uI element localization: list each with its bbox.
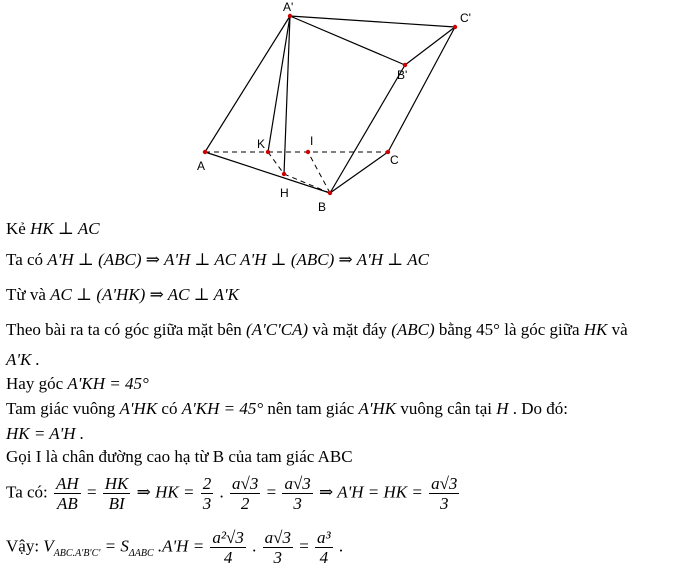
fraction-a3cube-4: $\frac{\text{a³}}{4}$ — [317, 528, 331, 567]
point-K — [266, 150, 270, 154]
hidden-segment-K-H — [268, 152, 284, 174]
line-HK-eq-AH: HK = A'H . — [6, 424, 85, 443]
edge-B-C — [330, 152, 388, 193]
edge-A-Aprime — [205, 16, 290, 152]
line-tu-va: Từ và AC ⊥ (A'HK) ⇒ AC ⊥ A'K — [6, 285, 240, 304]
fraction-a2r3-4: $\frac{\text{a²√3}}{4}$ — [212, 528, 244, 567]
line-goc-giua: Theo bài ra ta có góc giữa mặt bên (A'C'CA) và mặt đáy (ABC) bằng 45° là góc giữa HK và — [6, 320, 628, 339]
point-I — [306, 150, 310, 154]
label-H: H — [280, 186, 289, 200]
label-Aprime: A' — [283, 0, 294, 14]
label-Cprime: C' — [460, 11, 471, 25]
segment-Aprime-H — [284, 16, 290, 174]
point-Bprime — [403, 63, 407, 67]
label-B: B — [318, 200, 327, 214]
line-vay-volume: Vậy: $V_{ABC.A'B'C'} = S_{\Delta ABC}$ .A'H = $\frac{\text{a²√3}}{4}$ . $\frac{a√3}{3}$ = $\frac{\text{a³}}{4}$ . — [6, 528, 344, 567]
point-H — [282, 172, 286, 176]
label-I: I — [310, 134, 314, 148]
point-A — [203, 150, 207, 154]
label-C: C — [390, 153, 399, 167]
fraction-2-3: $\frac{2}{3}$ — [202, 474, 212, 513]
segment-Aprime-K — [268, 16, 290, 152]
label-A: A — [197, 159, 206, 173]
edge-Aprime-Cprime — [290, 16, 455, 27]
edge-Aprime-Bprime — [290, 16, 405, 65]
edge-Bprime-B — [330, 65, 408, 193]
point-B — [328, 191, 332, 195]
line-ta-co-fraction: Ta có: $\frac{AH}{AB}$ = $\frac{HK}{BI}$ ⇒ HK = $\frac{2}{3}$ . $\frac{a√3}{2}$ = $\frac{a√3}{3}$ ⇒ A'H = HK = $\frac{a√3}{3}$ — [6, 474, 458, 513]
point-Cprime — [453, 25, 457, 29]
line-draw-HK: Kẻ HK ⊥ AC — [6, 219, 100, 238]
edge-Cprime-C — [388, 27, 455, 152]
label-K: K — [257, 137, 266, 151]
prism-figure — [0, 0, 689, 215]
fraction-HK-BI: $\frac{HK}{BI}$ — [104, 474, 129, 513]
line-goi-I: Gọi I là chân đường cao hạ từ B của tam giác ABC — [6, 447, 353, 466]
line-tam-giac-vuong: Tam giác vuông A'HK có A'KH = 45° nên tam giác A'HK vuông cân tại H . Do đó: — [6, 399, 568, 418]
fraction-a3-2: $\frac{a√3}{2}$ — [232, 474, 259, 513]
line-ta-co: Ta có A'H ⊥ (ABC) ⇒ A'H ⊥ AC A'H ⊥ (ABC) ⇒ A'H ⊥ AC — [6, 250, 429, 269]
fraction-a3-3: $\frac{a√3}{3}$ — [284, 474, 311, 513]
fraction-AH-AB: $\frac{AH}{AB}$ — [56, 474, 79, 513]
point-Aprime — [288, 14, 292, 18]
fraction-a3-3-result: $\frac{a√3}{3}$ — [431, 474, 458, 513]
edge-Bprime-Cprime — [405, 27, 455, 65]
label-Bprime: B' — [397, 68, 408, 82]
line-hay-goc: Hay góc A'KH = 45° — [6, 374, 149, 393]
fraction-a3-3-vol: $\frac{a√3}{3}$ — [264, 528, 291, 567]
line-AK: A'K . — [6, 350, 40, 369]
